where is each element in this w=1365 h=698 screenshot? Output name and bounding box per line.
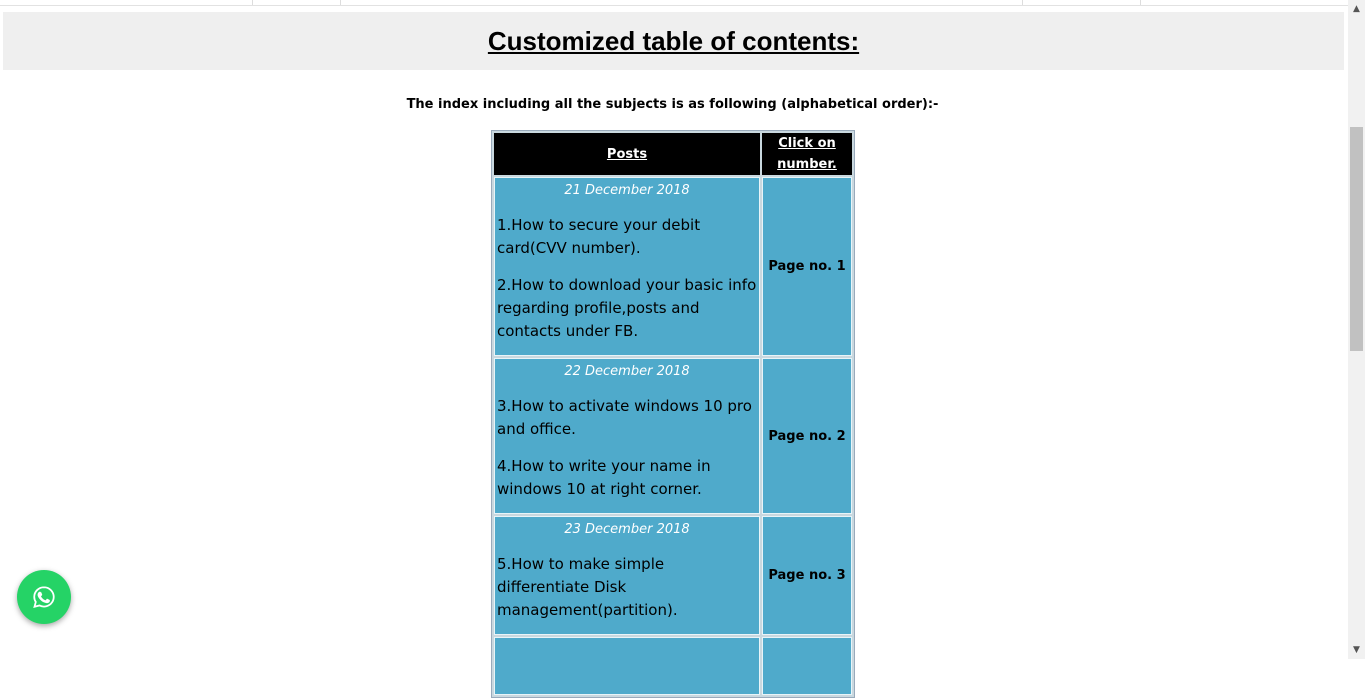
page-link[interactable]: Page no. 2 [762,358,852,514]
top-strip [0,0,1348,6]
toc-header-row [494,133,852,175]
title-band [3,12,1344,70]
scroll-down-arrow-icon[interactable]: ▼ [1353,645,1360,655]
post-date: 23 December 2018 [564,522,690,537]
post-cell [494,516,760,635]
post-date: 22 December 2018 [564,364,690,379]
page-subtitle: The index including all the subjects is as following (alphabetical order):- [406,97,939,112]
whatsapp-icon [31,584,57,610]
posts-header: Posts [494,133,760,175]
table-row [494,516,852,635]
table-row [494,358,852,514]
post-cell [494,358,760,514]
post-cell [494,177,760,356]
post-cell-partial [494,637,760,695]
post-item[interactable]: 3.How to activate windows 10 pro and office. [497,397,752,438]
scroll-thumb[interactable] [1350,127,1363,351]
page-link[interactable]: Page no. 1 [762,177,852,356]
page-title: Customized table of contents: [487,26,860,56]
post-date: 21 December 2018 [564,183,690,198]
scroll-up-arrow-icon[interactable]: ▲ [1353,4,1360,14]
whatsapp-chat-button[interactable] [17,570,71,624]
post-item[interactable]: 2.How to download your basic info regarding profile,posts and contacts under FB. [497,276,757,340]
table-row [494,177,852,356]
page-cell-partial [762,637,852,695]
post-item[interactable]: 5.How to make simple differentiate Disk management(partition). [497,555,678,619]
post-item[interactable]: 1.How to secure your debit card(CVV number). [497,216,701,257]
post-item[interactable]: 4.How to write your name in windows 10 at right corner. [497,457,711,498]
click-header: Click on number. [762,133,852,175]
table-row [494,637,852,695]
toc-table [491,130,855,698]
scrollbar[interactable] [1348,0,1365,659]
page-link[interactable]: Page no. 3 [762,516,852,635]
